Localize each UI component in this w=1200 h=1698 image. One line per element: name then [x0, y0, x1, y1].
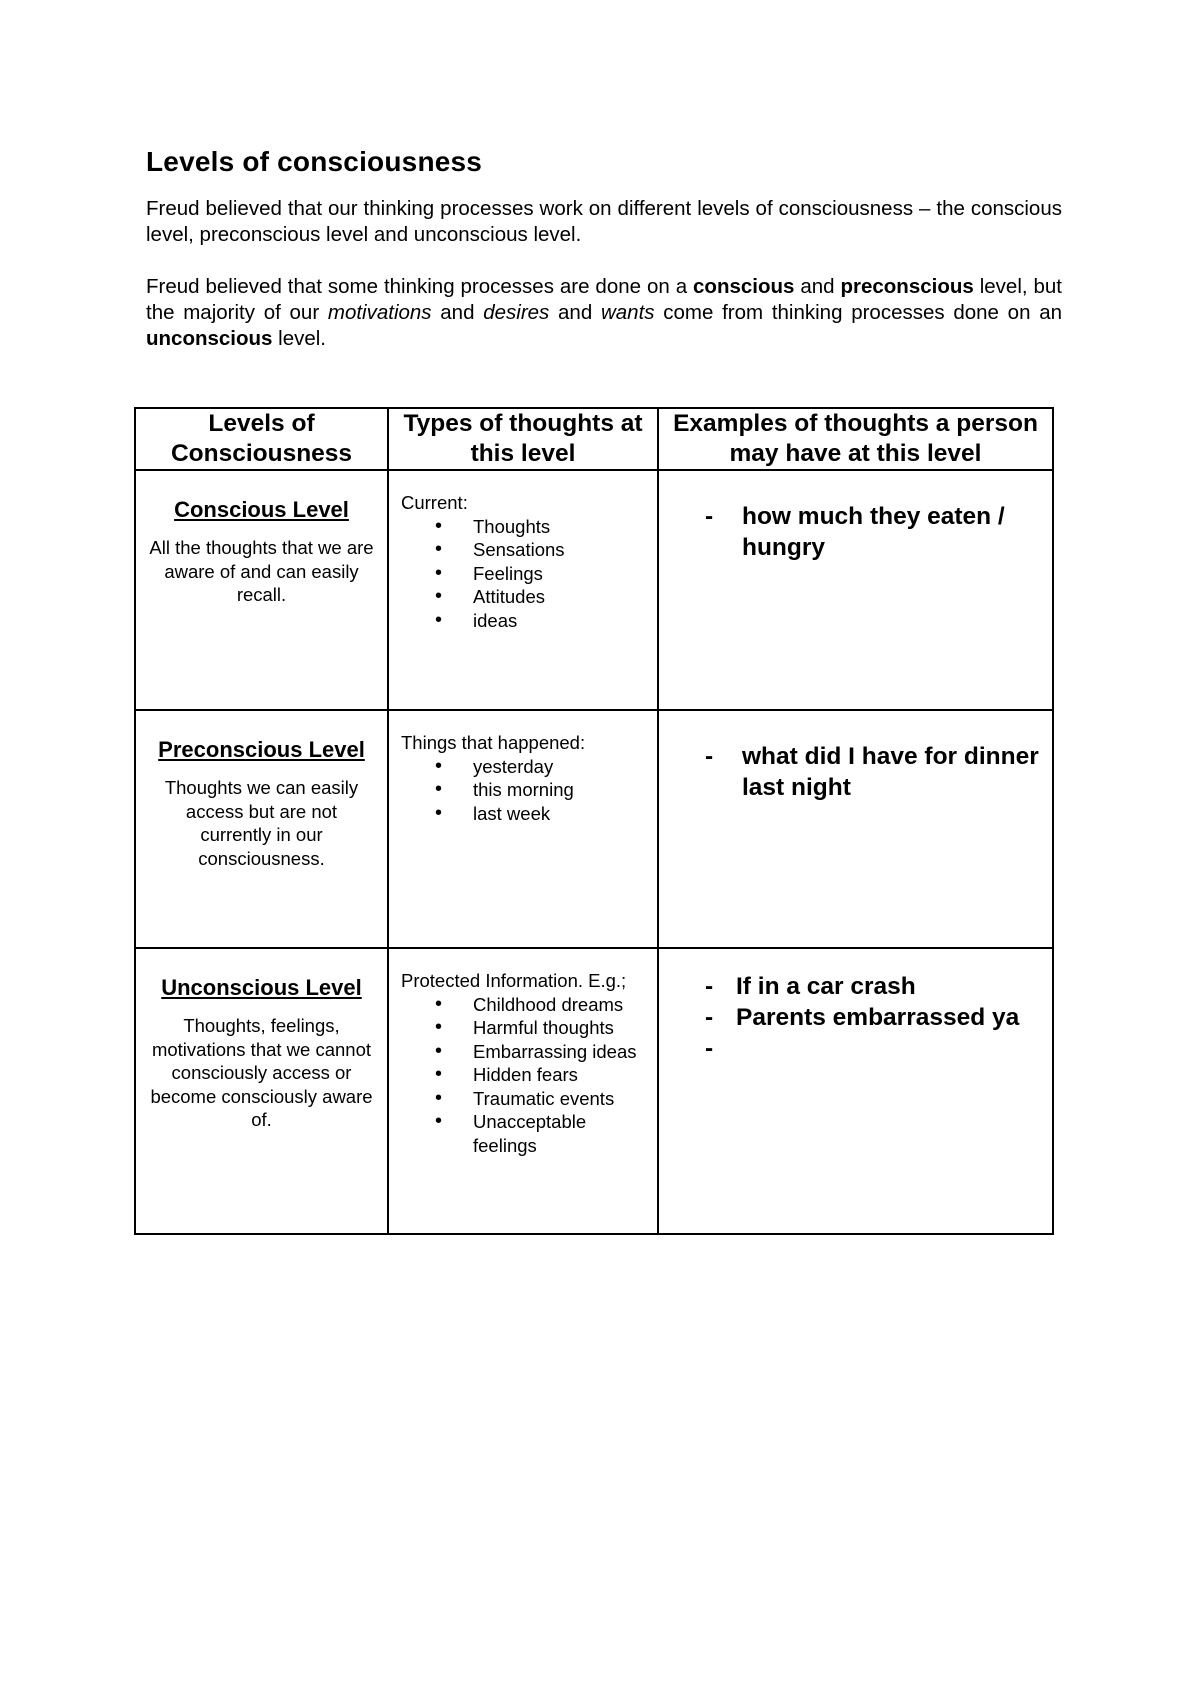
bold-term-unconscious: unconscious	[146, 327, 273, 350]
list-item: • ideas	[473, 609, 649, 633]
italic-term-desires: desires	[483, 301, 550, 324]
level-name: Preconscious Level	[158, 737, 365, 762]
examples-cell	[658, 710, 1053, 948]
bold-term-preconscious: preconscious	[840, 275, 974, 298]
header-levels: Levels of Consciousness	[135, 408, 388, 470]
examples-list	[705, 971, 1044, 1064]
table-header-row	[135, 408, 1053, 470]
levels-table	[134, 407, 1054, 1235]
level-description: Thoughts we can easily access but are not currently in our consciousness.	[164, 777, 359, 869]
types-intro: Things that happened:	[401, 732, 586, 753]
list-item: • Embarrassing ideas	[473, 1040, 649, 1064]
list-item: • Traumatic events	[473, 1087, 649, 1111]
example-item: - If in a car crash	[705, 971, 1044, 1002]
level-description: Thoughts, feelings, motivations that we cannot consciously access or become consciously aware of.	[150, 1015, 373, 1130]
list-item: • Hidden fears	[473, 1063, 649, 1087]
italic-term-wants: wants	[600, 301, 655, 324]
intro-paragraph: Freud believed that our thinking processes work on different levels of consciousness – the conscious level, preconscious level and unconscious level.	[146, 197, 1062, 246]
types-list	[401, 993, 649, 1158]
example-item: - what did I have for dinner last night	[705, 741, 1044, 803]
types-cell	[388, 470, 658, 710]
detail-paragraph	[146, 274, 1062, 352]
list-item: • Feelings	[473, 562, 649, 586]
header-types: Types of thoughts at this level	[388, 408, 658, 470]
paragraph-text: come from thinking processes done on an	[654, 301, 1063, 324]
types-cell	[388, 710, 658, 948]
list-item: • this morning	[473, 778, 649, 802]
list-item: • Unacceptable feelings	[473, 1110, 649, 1157]
level-description: All the thoughts that we are aware of and can easily recall.	[149, 537, 374, 605]
example-item: - Parents embarrassed ya	[705, 1002, 1044, 1033]
list-item: • Thoughts	[473, 515, 649, 539]
level-name: Conscious Level	[174, 497, 349, 522]
examples-cell	[658, 470, 1053, 710]
types-intro: Protected Information. E.g.;	[401, 970, 627, 991]
list-item: • yesterday	[473, 755, 649, 779]
table-row-unconscious	[135, 948, 1053, 1234]
examples-list	[705, 741, 1044, 803]
list-item: • last week	[473, 802, 649, 826]
paragraph-text: and	[431, 301, 484, 324]
example-item	[705, 1033, 1044, 1064]
examples-list	[705, 501, 1044, 563]
list-item: • Sensations	[473, 538, 649, 562]
document-title: Levels of consciousness	[146, 146, 483, 177]
level-cell	[135, 710, 388, 948]
types-list	[401, 755, 649, 826]
types-cell	[388, 948, 658, 1234]
list-item: • Attitudes	[473, 585, 649, 609]
types-list	[401, 515, 649, 633]
bold-term-conscious: conscious	[693, 275, 795, 298]
examples-cell	[658, 948, 1053, 1234]
table-row-conscious	[135, 470, 1053, 710]
paragraph-text: level, but the majority of our	[146, 275, 1062, 324]
list-item: • Childhood dreams	[473, 993, 649, 1017]
paragraph-text: and	[794, 275, 841, 298]
level-cell	[135, 470, 388, 710]
level-cell	[135, 948, 388, 1234]
paragraph-text: level.	[272, 327, 326, 350]
paragraph-text: Freud believed that some thinking processes are done on a	[146, 275, 694, 298]
paragraph-text: and	[549, 301, 601, 324]
types-intro: Current:	[401, 492, 468, 513]
table-row-preconscious	[135, 710, 1053, 948]
list-item: • Harmful thoughts	[473, 1016, 649, 1040]
italic-term-motivations: motivations	[327, 301, 432, 324]
example-item: - how much they eaten / hungry	[705, 501, 1044, 563]
level-name: Unconscious Level	[161, 975, 362, 1000]
header-examples: Examples of thoughts a person may have at this level	[658, 408, 1053, 470]
